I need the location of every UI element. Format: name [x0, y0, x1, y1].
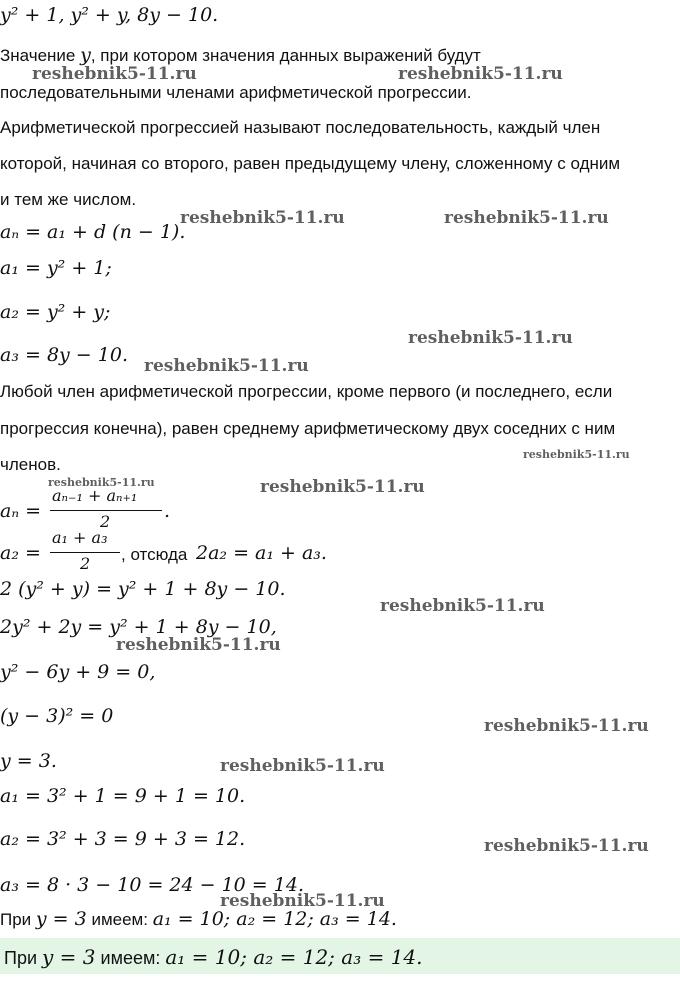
watermark: reshebnik5-11.ru [484, 716, 649, 736]
conclusion-text: имеем: [86, 910, 153, 929]
watermark: reshebnik5-11.ru [32, 64, 197, 84]
conclusion-line [0, 910, 397, 929]
watermark: reshebnik5-11.ru [523, 448, 630, 461]
definition-line-2: которой, начиная со второго, равен предыдущему члену, сложенному с одним [0, 154, 621, 173]
connector-text: , отсюда [121, 545, 188, 564]
property-line-1: Любой член арифметической прогрессии, кроме первого (и последнего, если [0, 382, 613, 401]
lhs: a₂ = [0, 542, 41, 564]
denominator: 2 [100, 512, 111, 531]
equation-step-3: y² − 6y + 9 = 0, [0, 661, 156, 683]
expressions-line: y² + 1, y² + y, 8y − 10. [0, 4, 219, 26]
watermark: reshebnik5-11.ru [144, 356, 309, 376]
watermark: reshebnik5-11.ru [220, 891, 385, 911]
watermark: reshebnik5-11.ru [398, 64, 563, 84]
equation-step-2: 2y² + 2y = y² + 1 + 8y − 10, [0, 616, 277, 638]
denominator: 2 [80, 554, 91, 573]
watermark: reshebnik5-11.ru [220, 756, 385, 776]
conclusion-text: При [0, 910, 36, 929]
fraction-bar [50, 552, 120, 553]
formula-a2: a₂ = y² + y; [0, 301, 111, 323]
variable-y: y [80, 44, 91, 66]
problem-text: , при котором значения данных выражений будут [90, 46, 481, 65]
answer-text: имеем: [95, 948, 166, 968]
conclusion-y: y = 3 [35, 908, 87, 930]
answer-line [4, 947, 423, 967]
solution-y: y = 3. [0, 750, 57, 772]
formula-a1: a₁ = y² + 1; [0, 257, 112, 279]
answer-y: y = 3 [42, 945, 96, 969]
problem-line-1 [0, 46, 481, 65]
numerator: aₙ₋₁ + aₙ₊₁ [52, 486, 138, 505]
watermark: reshebnik5-11.ru [408, 328, 573, 348]
conclusion-values: a₁ = 10; a₂ = 12; a₃ = 14. [152, 908, 397, 930]
formula-a2-mean [0, 530, 400, 576]
equation-step-4: (y − 3)² = 0 [0, 705, 114, 727]
period: . [164, 500, 171, 522]
value-a2: a₂ = 3² + 3 = 9 + 3 = 12. [0, 828, 246, 850]
definition-line-1: Арифметической прогрессией называют последовательность, каждый член [0, 118, 601, 137]
watermark: reshebnik5-11.ru [48, 476, 155, 489]
formula-general-term: aₙ = a₁ + d (n − 1). [0, 221, 186, 243]
watermark: reshebnik5-11.ru [380, 596, 545, 616]
numerator: a₁ + a₃ [52, 528, 108, 547]
value-a3: a₃ = 8 · 3 − 10 = 24 − 10 = 14. [0, 874, 304, 896]
watermark: reshebnik5-11.ru [260, 477, 425, 497]
watermark: reshebnik5-11.ru [116, 635, 281, 655]
definition-line-3: и тем же числом. [0, 190, 137, 209]
value-a1: a₁ = 3² + 1 = 9 + 1 = 10. [0, 785, 246, 807]
answer-text: При [4, 948, 43, 968]
watermark: reshebnik5-11.ru [180, 208, 345, 228]
equation-step-1: 2 (y² + y) = y² + 1 + 8y − 10. [0, 578, 286, 600]
property-line-3: членов. [0, 455, 61, 474]
answer-values: a₁ = 10; a₂ = 12; a₃ = 14. [165, 945, 423, 969]
watermark: reshebnik5-11.ru [444, 208, 609, 228]
lhs: aₙ = [0, 500, 41, 522]
fraction-bar [50, 510, 162, 511]
problem-line-2: последовательными членами арифметической прогрессии. [0, 83, 472, 102]
property-line-2: прогрессия конечна), равен среднему арифметическому двух соседних с ним [0, 419, 616, 438]
problem-text: Значение [0, 46, 81, 65]
formula-a3: a₃ = 8y − 10. [0, 344, 128, 366]
watermark: reshebnik5-11.ru [484, 836, 649, 856]
equation: 2a₂ = a₁ + a₃. [196, 542, 327, 564]
